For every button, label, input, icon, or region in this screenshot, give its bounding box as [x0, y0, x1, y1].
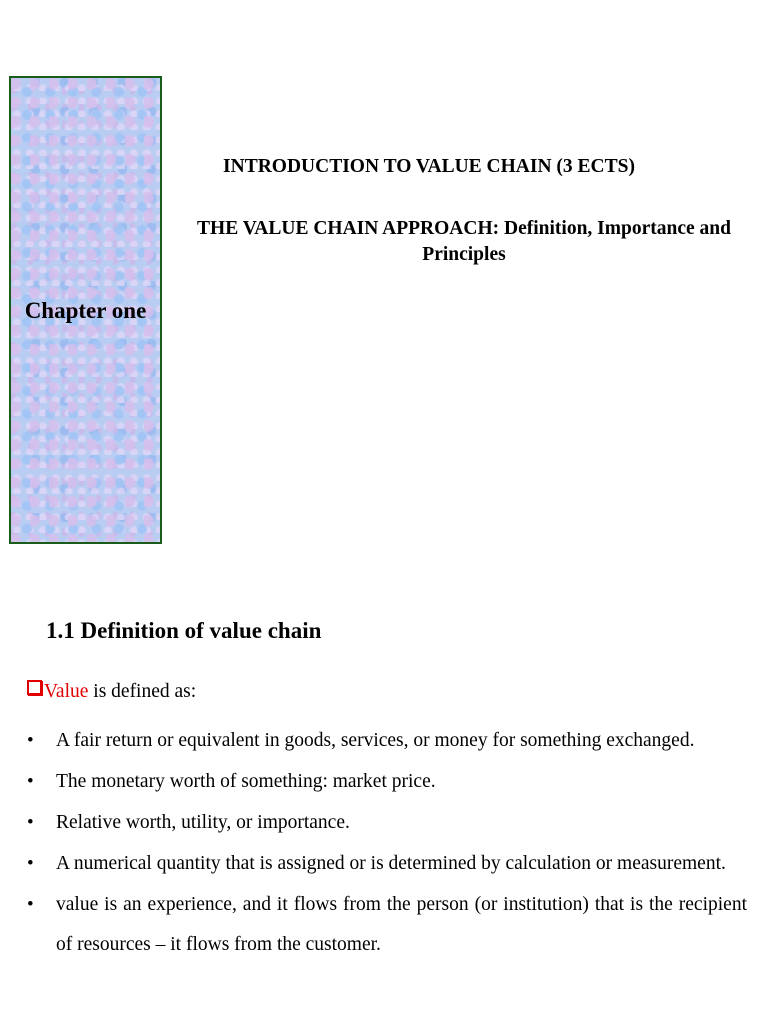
chapter-title: THE VALUE CHAIN APPROACH: Definition, Importance and Principles [197, 218, 731, 265]
bullet-dot-icon: • [27, 730, 34, 751]
bullet-dot-icon: • [27, 894, 34, 915]
list-item [27, 844, 747, 884]
list-item-text: A fair return or equivalent in goods, services, or money for something exchanged. [56, 730, 695, 751]
list-item [27, 721, 747, 761]
bullet-dot-icon: • [27, 853, 34, 874]
chapter-panel [9, 76, 162, 544]
course-title: INTRODUCTION TO VALUE CHAIN (3 ECTS) [223, 156, 635, 177]
bullet-dot-icon: • [27, 812, 34, 833]
list-item [27, 885, 747, 965]
list-item-text: The monetary worth of something: market price. [56, 771, 436, 792]
list-item-text: value is an experience, and it flows from the person (or institution) that is the recipient of resources – it flows from the customer. [56, 894, 747, 955]
bullet-dot-icon: • [27, 771, 34, 792]
list-item [27, 762, 747, 802]
definition-intro [27, 680, 196, 703]
checkbox-bullet-icon [27, 680, 42, 695]
value-term: Value [44, 681, 89, 702]
definition-intro-text: is defined as: [88, 681, 197, 702]
list-item [27, 803, 747, 843]
section-heading: 1.1 Definition of value chain [46, 618, 322, 643]
definition-list [27, 721, 747, 966]
chapter-label: Chapter one [24, 298, 147, 323]
list-item-text: A numerical quantity that is assigned or is determined by calculation or measurement. [56, 853, 726, 874]
list-item-text: Relative worth, utility, or importance. [56, 812, 350, 833]
